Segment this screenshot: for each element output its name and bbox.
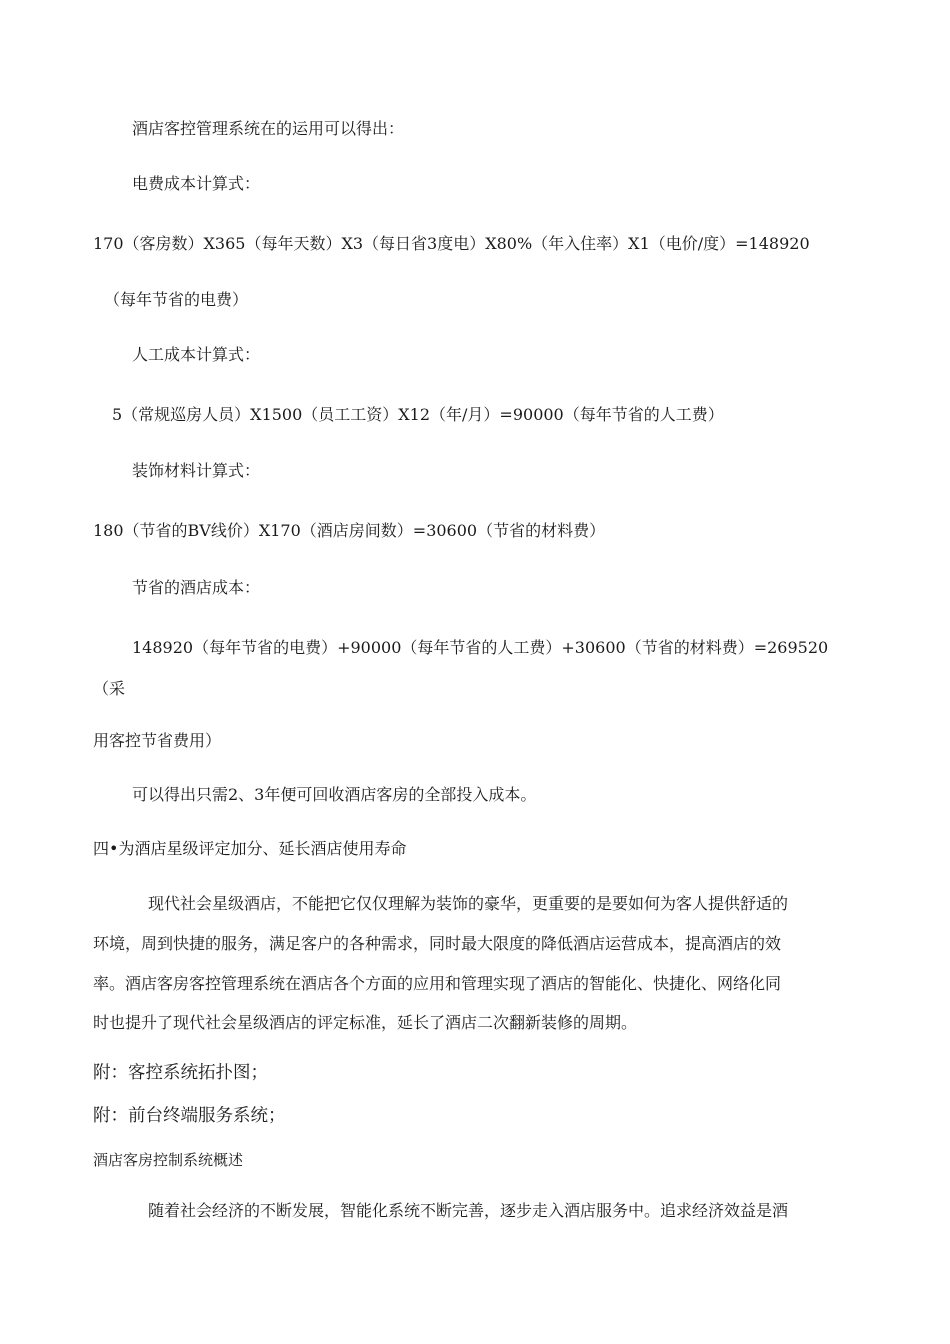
labor-heading: 人工成本计算式： [132,345,261,364]
savings-formula-cont-1: （采 [93,679,126,698]
paragraph-line-2: 环境，周到快捷的服务，满足客户的各种需求，同时最大限度的降低酒店运营成本，提高酒店的效 [93,934,782,953]
payback-line: 可以得出只需2、3年便可回收酒店客房的全部投入成本。 [132,785,537,804]
electricity-heading: 电费成本计算式： [132,174,261,193]
electricity-formula: 170（客房数）X365（每年天数）X3（每日省3度电）X80%（年入住率）X1（电价/度）=148920 [93,234,810,253]
paragraph-line-1: 现代社会星级酒店，不能把它仅仅理解为装饰的豪华，更重要的是要如何为客人提供舒适的 [148,894,789,913]
savings-formula-cont-2: 用客控节省费用） [93,731,222,750]
overview-paragraph-line-1: 随着社会经济的不断发展，智能化系统不断完善，逐步走入酒店服务中。追求经济效益是酒 [148,1201,789,1220]
savings-formula: 148920（每年节省的电费）+90000（每年节省的人工费）+30600（节省的材料费）=269520 [132,638,829,657]
paragraph-line-3: 率。酒店客房客控管理系统在酒店各个方面的应用和管理实现了酒店的智能化、快捷化、网络化同 [93,974,782,993]
paragraph-line-4: 时也提升了现代社会星级酒店的评定标准，延长了酒店二次翻新装修的周期。 [93,1013,638,1032]
appendix-frontdesk: 附：前台终端服务系统； [93,1106,286,1126]
material-heading: 装饰材料计算式： [132,461,261,480]
overview-heading: 酒店客房控制系统概述 [93,1151,244,1169]
intro-line: 酒店客控管理系统在的运用可以得出： [132,119,405,138]
appendix-topology: 附：客控系统拓扑图； [93,1063,268,1083]
electricity-formula-cont: （每年节省的电费） [104,290,249,309]
savings-heading: 节省的酒店成本： [132,578,261,597]
labor-formula: 5（常规巡房人员）X1500（员工工资）X12（年/月）=90000（每年节省的人工费） [112,405,724,424]
section-four-heading: 四•为酒店星级评定加分、延长酒店使用寿命 [93,839,407,858]
material-formula: 180（节省的BV线价）X170（酒店房间数）=30600（节省的材料费） [93,521,606,540]
